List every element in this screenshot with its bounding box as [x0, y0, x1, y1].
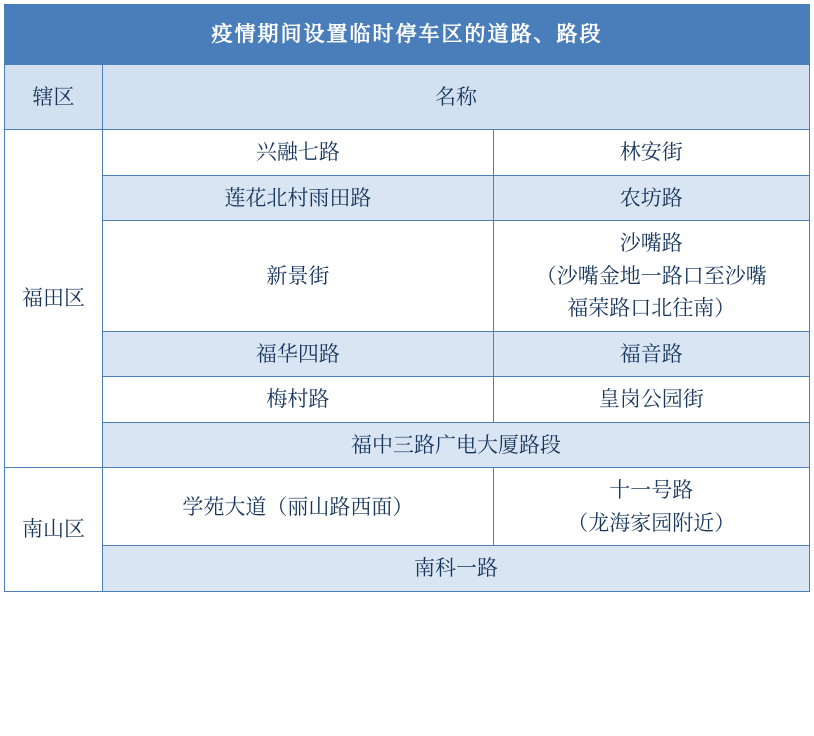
table-row	[5, 175, 810, 221]
table-row	[5, 130, 810, 176]
road-name-line: （沙嘴金地一路口至沙嘴	[535, 263, 767, 288]
road-name-primary: 南科一路	[103, 546, 810, 592]
road-name-line: 福荣路口北往南）	[567, 296, 736, 321]
road-name-primary: 兴融七路	[103, 130, 493, 176]
road-name-primary: 学苑大道（丽山路西面）	[103, 468, 493, 546]
road-name-primary: 梅村路	[103, 377, 493, 423]
table-row	[5, 468, 810, 546]
table-body	[5, 5, 810, 592]
road-name-line: （龙海家园附近）	[567, 510, 736, 535]
header-district: 辖区	[5, 65, 103, 130]
road-name-primary: 莲花北村雨田路	[103, 175, 493, 221]
document-page	[0, 4, 814, 736]
road-name-secondary: 农坊路	[493, 175, 809, 221]
header-name: 名称	[103, 65, 810, 130]
district-label: 福田区	[5, 130, 103, 468]
road-name-secondary: 林安街	[493, 130, 809, 176]
road-name-secondary: 福音路	[493, 331, 809, 377]
road-name-secondary: 皇岗公园街	[493, 377, 809, 423]
parking-roads-table	[4, 4, 810, 592]
road-name-line: 十一号路	[609, 478, 694, 503]
district-label: 南山区	[5, 468, 103, 592]
road-name-secondary	[493, 221, 809, 332]
table-row	[5, 331, 810, 377]
table-row	[5, 377, 810, 423]
road-name-secondary-lines	[498, 474, 805, 539]
header-row	[5, 65, 810, 130]
road-name-primary: 新景街	[103, 221, 493, 332]
table-row	[5, 221, 810, 332]
road-name-line: 沙嘴路	[619, 231, 683, 256]
road-name-secondary-lines	[498, 227, 805, 325]
table-title: 疫情期间设置临时停车区的道路、路段	[5, 5, 810, 65]
table-row	[5, 546, 810, 592]
road-name-secondary	[493, 468, 809, 546]
table-row	[5, 422, 810, 468]
title-row	[5, 5, 810, 65]
road-name-primary: 福华四路	[103, 331, 493, 377]
road-name-primary: 福中三路广电大厦路段	[103, 422, 810, 468]
